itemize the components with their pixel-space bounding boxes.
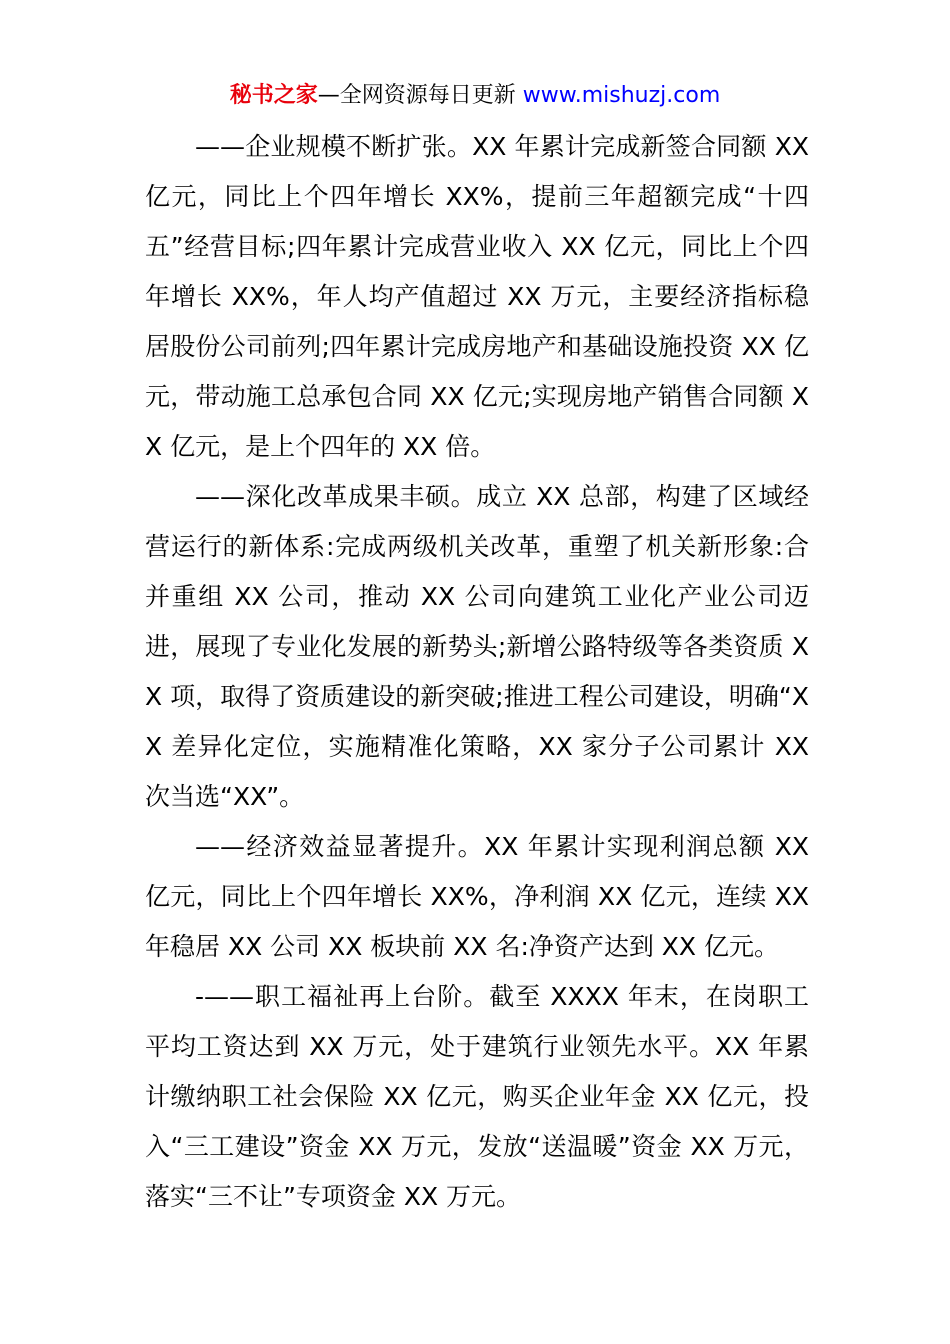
paragraph-reform-results: ——深化改革成果丰硕。成立 XX 总部，构建了区域经营运行的新体系:完成两级机关改革，重塑了机关新形象:合并重组 XX 公司，推动 XX 公司向建筑工业化产业公司迈进，展现了专业化发展的新势头;新增公路特级等各类资质 XX 项，取得了资质建设的新突破;推进工程公司建设，明确“XX 差异化定位，实施精准化策略，XX 家分子公司累计 XX 次当选“XX”。 bbox=[145, 482, 809, 811]
site-url-link[interactable]: www.mishuzj.com bbox=[522, 83, 721, 108]
site-brand: 秘书之家 bbox=[229, 83, 318, 108]
paragraph-enterprise-scale: ——企业规模不断扩张。XX 年累计完成新签合同额 XX 亿元，同比上个四年增长 XX%，提前三年超额完成“十四五”经营目标;四年累计完成营业收入 XX 亿元，同比上个四年增长 XX%，年人均产值超过 XX 万元，主要经济指标稳居股份公司前列;四年累计完成房地产和基础设施投资 XX 亿元，带动施工总承包合同 XX 亿元;实现房地产销售合同额 XX 亿元，是上个四年的 XX 倍。 bbox=[145, 132, 809, 461]
page-header bbox=[0, 80, 950, 112]
paragraph-economic-benefits: ——经济效益显著提升。XX 年累计实现利润总额 XX 亿元，同比上个四年增长 XX%，净利润 XX 亿元，连续 XX 年稳居 XX 公司 XX 板块前 XX 名:净资产达到 XX 亿元。 bbox=[145, 832, 809, 961]
site-slogan: —全网资源每日更新 bbox=[317, 83, 516, 108]
paragraph-employee-welfare: -——职工福祉再上台阶。截至 XXXX 年末，在岗职工平均工资达到 XX 万元，处于建筑行业领先水平。XX 年累计缴纳职工社会保险 XX 亿元，购买企业年金 XX 亿元，投入“三工建设”资金 XX 万元，发放“送温暖”资金 XX 万元，落实“三不让”专项资金 XX 万元。 bbox=[145, 982, 809, 1211]
document-body bbox=[145, 122, 809, 1222]
